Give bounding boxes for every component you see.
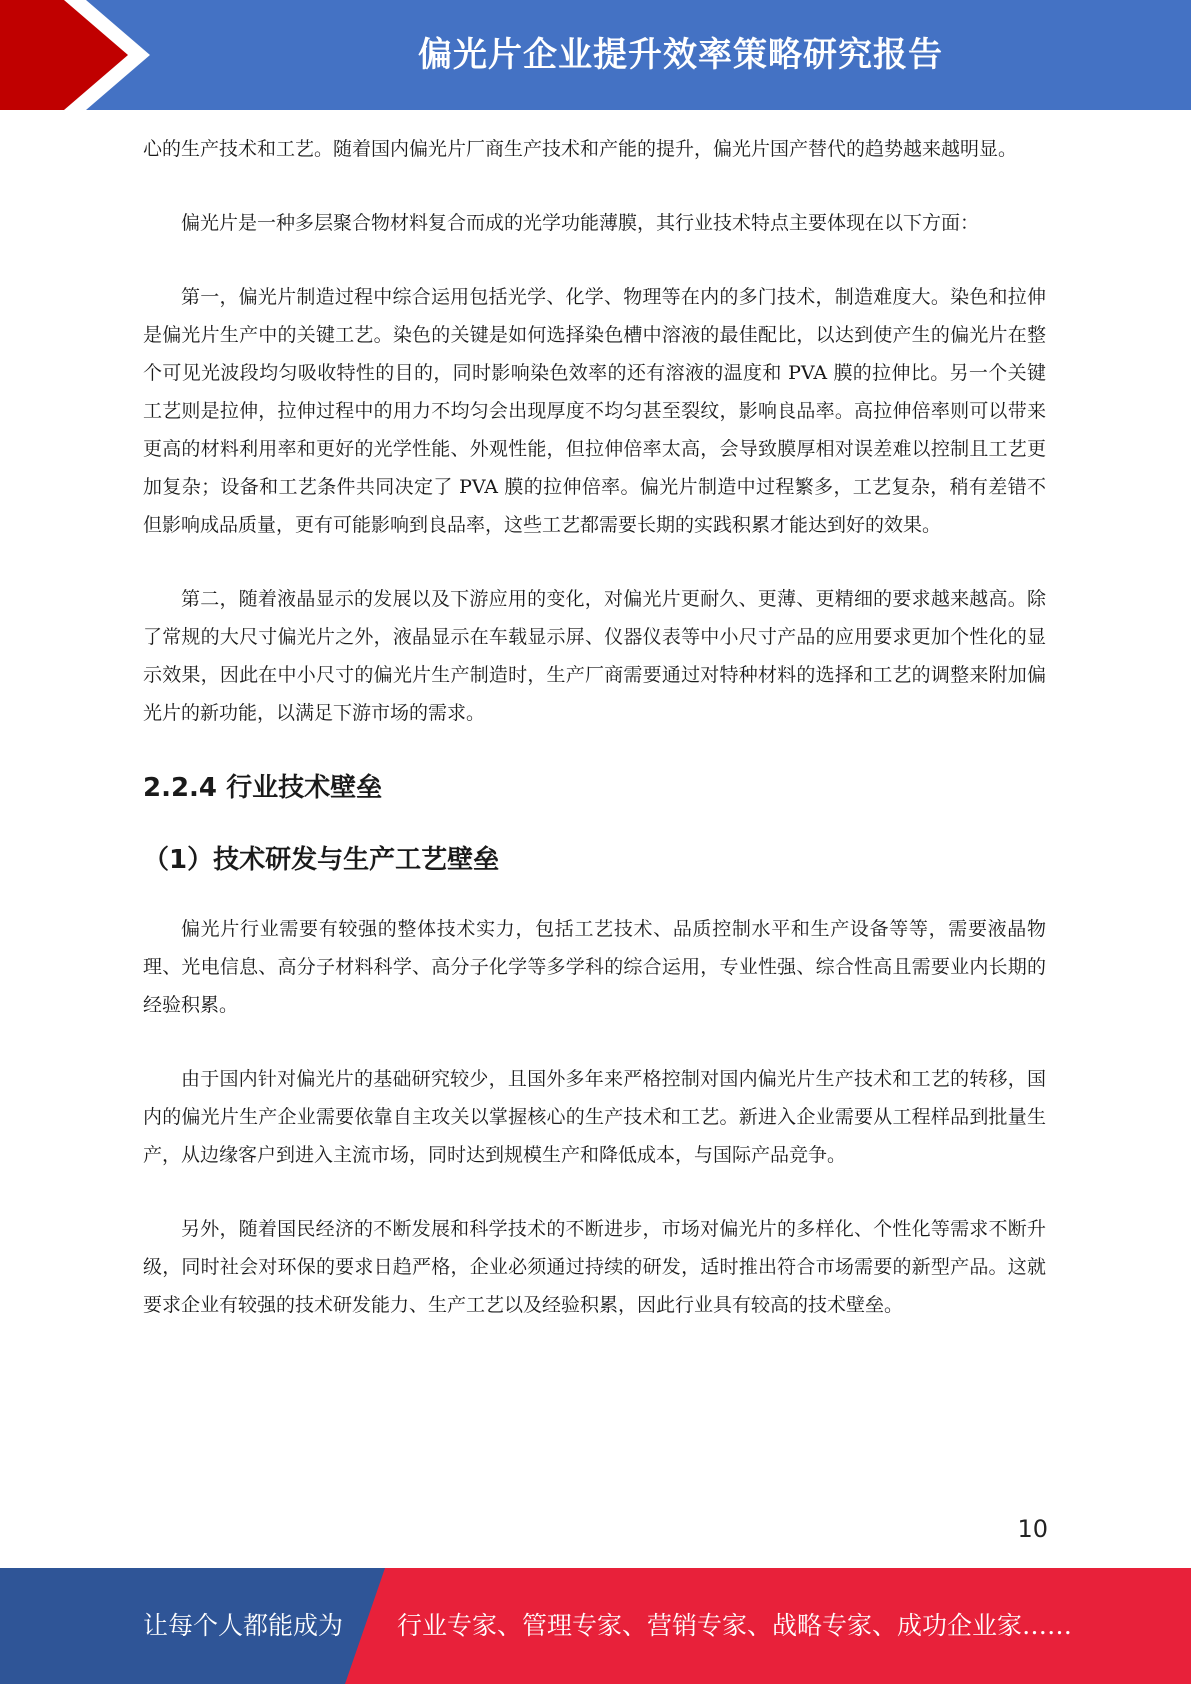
report-title: 偏光片企业提升效率策略研究报告 <box>418 35 943 75</box>
page-footer <box>0 1568 1191 1684</box>
paragraph-tech-features-intro: 偏光片是一种多层聚合物材料复合而成的光学功能薄膜，其行业技术特点主要体现在以下方面： <box>181 212 980 234</box>
paragraph-market-demand: 另外，随着国民经济的不断发展和科学技术的不断进步，市场对偏光片的多样化、个性化等需求不断升级，同时社会对环保的要求日趋严格，企业必须通过持续的研发，适时推出符合市场需要的新型产品。这就要求企业有较强的技术研发能力、生产工艺以及经验积累，因此行业具有较高的技术壁垒。 <box>143 1218 1046 1316</box>
paragraph-second-point: 第二，随着液晶显示的发展以及下游应用的变化，对偏光片更耐久、更薄、更精细的要求越来越高。除了常规的大尺寸偏光片之外，液晶显示在车载显示屏、仪器仪表等中小尺寸产品的应用要求更加个性化的显示效果，因此在中小尺寸的偏光片生产制造时，生产厂商需要通过对特种材料的选择和工艺的调整来附加偏光片的新功能，以满足下游市场的需求。 <box>143 588 1046 724</box>
footer-slogan-right: 行业专家、管理专家、营销专家、战略专家、成功企业家…… <box>397 1611 1073 1640</box>
paragraph-first-point: 第一，偏光片制造过程中综合运用包括光学、化学、物理等在内的多门技术，制造难度大。染色和拉伸是偏光片生产中的关键工艺。染色的关键是如何选择染色槽中溶液的最佳配比，以达到使产生的偏光片在整个可见光波段均匀吸收特性的目的，同时影响染色效率的还有溶液的温度和 PVA 膜的拉伸比。另一个关键工艺则是拉伸，拉伸过程中的用力不均匀会出现厚度不均匀甚至裂纹，影响良品率。高拉伸倍率则可以带来更高的材料利用率和更好的光学性能、外观性能，但拉伸倍率太高，会导致膜厚相对误差难以控制且工艺更加复杂；设备和工艺条件共同决定了 PVA 膜的拉伸倍率。偏光片制造中过程繁多，工艺复杂，稍有差错不但影响成品质量，更有可能影响到良品率，这些工艺都需要长期的实践积累才能达到好的效果。 <box>143 286 1046 536</box>
paragraph-domestic-research: 由于国内针对偏光片的基础研究较少，且国外多年来严格控制对国内偏光片生产技术和工艺的转移，国内的偏光片生产企业需要依靠自主攻关以掌握核心的生产技术和工艺。新进入企业需要从工程样品到批量生产，从边缘客户到进入主流市场，同时达到规模生产和降低成本，与国际产品竞争。 <box>143 1068 1046 1166</box>
paragraph-continued: 心的生产技术和工艺。随着国内偏光片厂商生产技术和产能的提升，偏光片国产替代的趋势越来越明显。 <box>143 138 1018 160</box>
section-heading: 2.2.4 行业技术壁垒 <box>143 773 383 803</box>
footer-slogan-left: 让每个人都能成为 <box>143 1611 344 1640</box>
page-number: 10 <box>1017 1515 1048 1543</box>
header-arrow-decoration <box>0 0 160 110</box>
subsection-heading: （1）技术研发与生产工艺壁垒 <box>143 845 500 875</box>
paragraph-tech-strength: 偏光片行业需要有较强的整体技术实力，包括工艺技术、品质控制水平和生产设备等等，需要液晶物理、光电信息、高分子材料科学、高分子化学等多学科的综合运用，专业性强、综合性高且需要业内长期的经验积累。 <box>143 918 1046 1016</box>
document-body <box>143 130 1046 1360</box>
page-header <box>0 0 1191 110</box>
